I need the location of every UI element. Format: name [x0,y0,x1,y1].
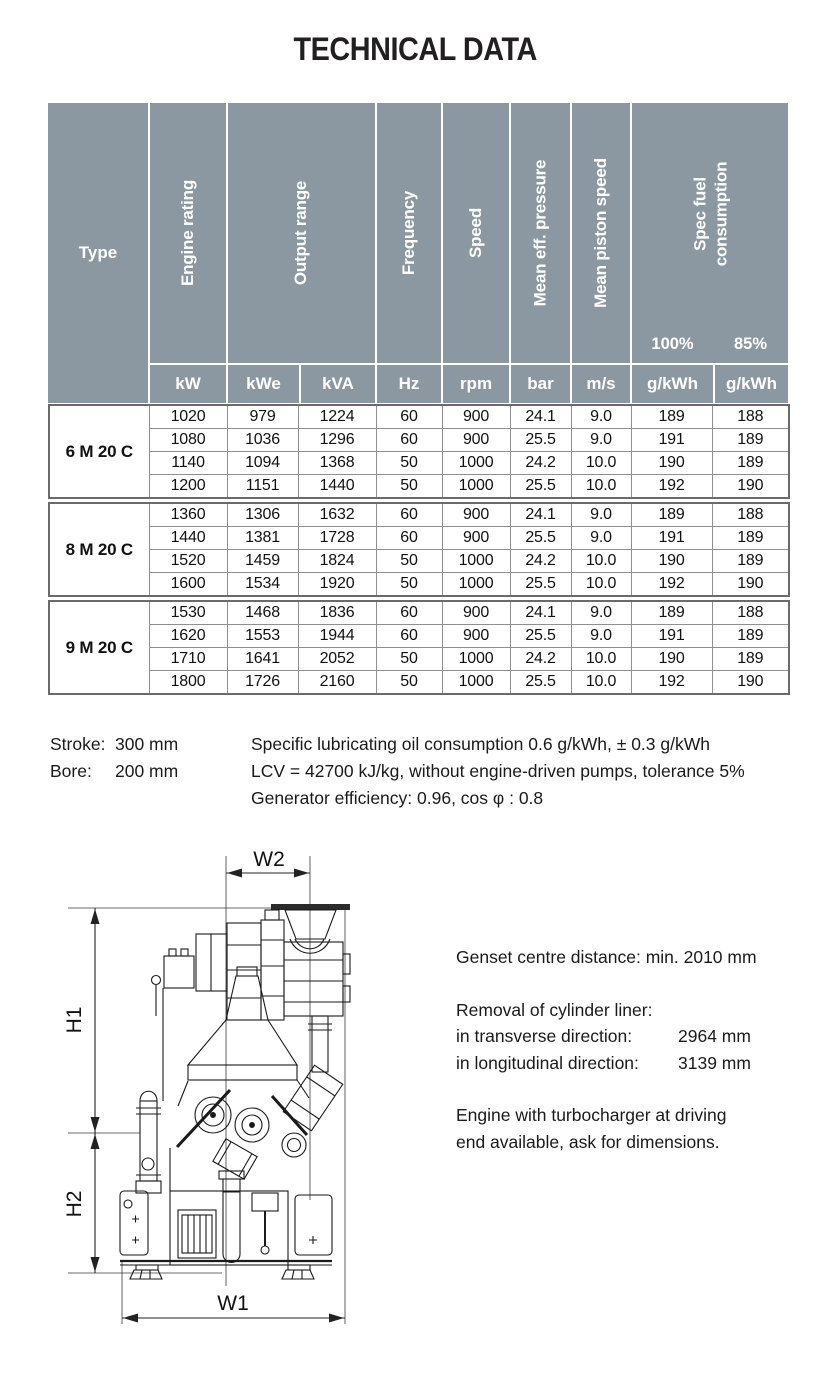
unit-bar: bar [527,374,554,393]
data-cell: 900 [442,527,510,550]
load-85-label: 85% [733,334,768,353]
data-cell: 189 [631,405,712,429]
table-body-groups [48,404,788,695]
data-cell: 1728 [298,527,376,550]
dimension-label-w2: W2 [253,848,285,871]
data-cell: 25.5 [510,671,571,695]
bore-label: Bore: [50,761,92,781]
note-generator-efficiency: Generator efficiency: 0.96, cos φ : 0.8 [251,788,544,808]
data-cell: 9.0 [571,601,631,625]
data-cell: 1440 [298,475,376,499]
table-row [49,573,789,597]
data-cell: 188 [712,405,789,429]
data-cell: 60 [376,601,442,625]
data-cell: 25.5 [510,429,571,452]
data-cell: 1094 [227,452,298,475]
data-cell: 192 [631,475,712,499]
data-cell: 60 [376,405,442,429]
load-subheader [632,325,788,363]
data-cell: 1534 [227,573,298,597]
data-cell: 1036 [227,429,298,452]
table-row [49,550,789,573]
data-cell: 1520 [149,550,227,573]
data-cell: 24.1 [510,405,571,429]
data-cell: 1641 [227,648,298,671]
data-cell: 1459 [227,550,298,573]
data-cell: 1553 [227,625,298,648]
data-cell: 50 [376,550,442,573]
data-cell: 1530 [149,601,227,625]
data-cell: 1020 [149,405,227,429]
col-header-output-range: Output range kWe kVA [226,103,375,403]
data-cell: 189 [712,625,789,648]
data-cell: 1000 [442,452,510,475]
data-cell: 189 [712,452,789,475]
data-cell: 192 [631,671,712,695]
turbo-note-line2: end available, ask for dimensions. [456,1131,720,1152]
unit-rpm: rpm [459,374,493,393]
dimension-label-h1: H1 [63,1006,86,1034]
transverse-row [456,1023,816,1050]
data-cell: 24.2 [510,648,571,671]
data-cell: 190 [631,452,712,475]
longitudinal-label: in longitudinal direction: [456,1052,639,1073]
data-cell: 1600 [149,573,227,597]
data-cell: 1824 [298,550,376,573]
engine-group-9-m-20-c [48,600,790,695]
table-row [49,503,789,527]
col-header-engine-rating: Engine rating kW [148,103,226,403]
data-cell: 9.0 [571,527,631,550]
longitudinal-value: 3139 mm [678,1052,751,1073]
col-header-mean-piston-speed: Mean piston speed m/s [570,103,630,403]
data-cell: 900 [442,503,510,527]
data-cell: 1468 [227,601,298,625]
data-cell: 9.0 [571,405,631,429]
engine-type-label: 6 M 20 C [49,405,149,498]
data-cell: 1306 [227,503,298,527]
data-cell: 50 [376,648,442,671]
data-cell: 900 [442,625,510,648]
type-header-label: Type [78,243,118,262]
col-header-mean-eff-pressure: Mean eff. pressure bar [509,103,570,403]
data-cell: 1151 [227,475,298,499]
table-row [49,625,789,648]
data-cell: 1381 [227,527,298,550]
unit-kwe: kWe [246,374,281,393]
data-cell: 900 [442,405,510,429]
data-cell: 60 [376,527,442,550]
data-cell: 190 [631,550,712,573]
col-header-spec-fuel-consumption: Spec fuel consumption 100% 85% g/kWh g/kWh [630,103,788,403]
data-cell: 1726 [227,671,298,695]
data-cell: 25.5 [510,527,571,550]
data-cell: 190 [631,648,712,671]
consumption-notes [251,731,745,812]
data-cell: 24.1 [510,503,571,527]
table-row [49,671,789,695]
data-cell: 1296 [298,429,376,452]
data-cell: 24.2 [510,452,571,475]
data-cell: 189 [712,527,789,550]
data-cell: 1710 [149,648,227,671]
bore-stroke-specs [50,731,178,785]
data-cell: 900 [442,429,510,452]
data-cell: 1000 [442,475,510,499]
data-cell: 1000 [442,671,510,695]
data-cell: 25.5 [510,625,571,648]
data-cell: 25.5 [510,573,571,597]
data-cell: 190 [712,671,789,695]
data-cell: 24.2 [510,550,571,573]
page-title: TECHNICAL DATA [293,31,537,67]
data-cell: 24.1 [510,601,571,625]
data-cell: 1200 [149,475,227,499]
data-cell: 1800 [149,671,227,695]
data-cell: 1080 [149,429,227,452]
data-cell: 2052 [298,648,376,671]
data-cell: 1944 [298,625,376,648]
table-row [49,429,789,452]
data-cell: 1000 [442,648,510,671]
data-cell: 189 [712,550,789,573]
engine-group-6-m-20-c [48,404,790,499]
table-row [49,527,789,550]
data-cell: 10.0 [571,452,631,475]
data-cell: 10.0 [571,671,631,695]
data-cell: 1620 [149,625,227,648]
dimension-label-h2: H2 [63,1190,86,1218]
data-cell: 50 [376,452,442,475]
note-lcv: LCV = 42700 kJ/kg, without engine-driven pumps, tolerance 5% [251,761,745,781]
data-cell: 191 [631,625,712,648]
dimension-info [456,944,816,1155]
data-cell: 1224 [298,405,376,429]
data-cell: 979 [227,405,298,429]
data-cell: 1368 [298,452,376,475]
data-cell: 10.0 [571,648,631,671]
data-cell: 1140 [149,452,227,475]
unit-kw: kW [175,374,201,393]
bore-row [50,758,178,785]
data-cell: 9.0 [571,429,631,452]
engine-type-label: 9 M 20 C [49,601,149,694]
data-cell: 188 [712,601,789,625]
data-cell: 190 [712,475,789,499]
data-cell: 189 [712,648,789,671]
table-row [49,452,789,475]
data-cell: 1440 [149,527,227,550]
removal-title: Removal of cylinder liner: [456,999,653,1020]
data-cell: 900 [442,601,510,625]
data-cell: 1920 [298,573,376,597]
data-cell: 25.5 [510,475,571,499]
data-cell: 1836 [298,601,376,625]
table-header [48,103,788,403]
unit-gkwh-85: g/kWh [713,365,788,403]
data-cell: 9.0 [571,503,631,527]
col-header-speed: Speed rpm [441,103,509,403]
unit-hz: Hz [398,374,420,393]
data-cell: 189 [631,601,712,625]
technical-data-table [48,103,788,695]
data-cell: 10.0 [571,550,631,573]
data-cell: 191 [631,429,712,452]
data-cell: 50 [376,573,442,597]
table-row [49,601,789,625]
data-cell: 10.0 [571,573,631,597]
turbo-note-line1: Engine with turbocharger at driving [456,1105,727,1125]
dimension-label-w1: W1 [217,1292,249,1315]
data-cell: 1000 [442,550,510,573]
stroke-row [50,731,178,758]
unit-gkwh-100: g/kWh [647,374,698,393]
data-cell: 1632 [298,503,376,527]
data-cell: 60 [376,625,442,648]
genset-distance: Genset centre distance: min. 2010 mm [456,947,757,967]
note-oil-consumption: Specific lubricating oil consumption 0.6 g/kWh, ± 0.3 g/kWh [251,734,710,754]
data-cell: 1000 [442,573,510,597]
data-cell: 10.0 [571,475,631,499]
data-cell: 60 [376,503,442,527]
col-header-frequency: Frequency Hz [375,103,441,403]
table-row [49,648,789,671]
transverse-label: in transverse direction: [456,1026,633,1046]
data-cell: 60 [376,429,442,452]
data-cell: 192 [631,573,712,597]
table-row [49,475,789,499]
unit-ms: m/s [586,374,616,393]
data-cell: 50 [376,475,442,499]
unit-kva: kVA [299,365,375,403]
engine-type-label: 8 M 20 C [49,503,149,596]
data-cell: 9.0 [571,625,631,648]
engine-drawing [60,848,460,1328]
transverse-value: 2964 mm [678,1026,751,1046]
data-cell: 189 [631,503,712,527]
data-cell: 189 [712,429,789,452]
data-cell: 190 [712,573,789,597]
data-cell: 188 [712,503,789,527]
engine-group-8-m-20-c [48,502,790,597]
load-100-label: 100% [651,334,694,353]
data-cell: 50 [376,671,442,695]
table-row [49,405,789,429]
data-cell: 2160 [298,671,376,695]
col-header-type [48,103,148,403]
engine-outline [120,904,350,1279]
data-cell: 191 [631,527,712,550]
stroke-value: 300 mm [115,734,179,754]
data-cell: 1360 [149,503,227,527]
bore-value: 200 mm [115,761,179,781]
longitudinal-row [456,1050,816,1077]
stroke-label: Stroke: [50,734,106,754]
